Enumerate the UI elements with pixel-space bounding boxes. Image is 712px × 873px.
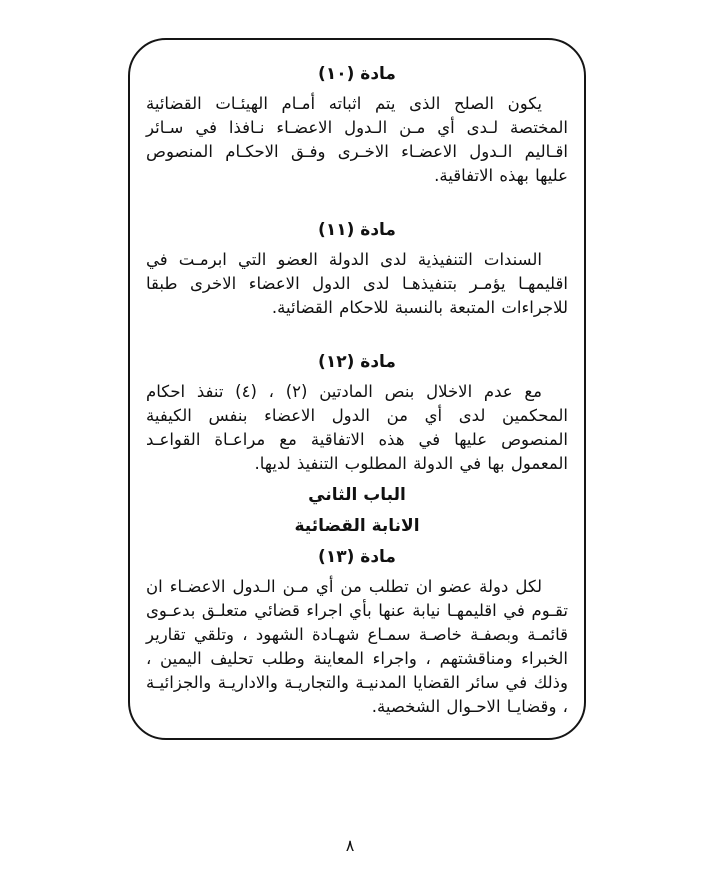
article-13-title: مادة (١٣) — [318, 547, 396, 567]
article-11-body: السندات التنفيذية لدى الدولة العضو التي ابرمـت في اقليمهـا يؤمـر بتنفيذهـا لدى الدول الاعضاء الاخرى طبقا للاجراءات المتبعة بالنسبة للاحكام القضائية. — [146, 250, 568, 317]
article-13-body: لكل دولة عضو ان تطلب من أي مـن الـدول الاعضـاء ان تقـوم في اقليمهـا نيابة عنها بأي اجراء قضائي متعلـق بدعـوى قائمـة وبصفـة خاصـة سمـاع شهـادة الشهود ، وتلقي تقارير الخبراء ومناقشتهم ، واجراء المعاينة وطلب تحليف اليمين ، وذلك في سائر القضايا المدنيـة والتجاريـة والاداريـة والجزائيـة ، وقضايـا الاحـوال الشخصية. — [146, 577, 568, 716]
article-11-title: مادة (١١) — [318, 220, 396, 240]
page-number: ٨ — [345, 836, 355, 855]
article-12-body: مع عدم الاخلال بنص المادتين (٢) ، (٤) تنفذ احكام المحكمين لدى أي من الدول الاعضاء بنفس الكيفية المنصوص عليها في هذه الاتفاقية مع مراعـاة القواعـد المعمول بها في الدولة المطلوب التنفيذ لديها. — [146, 382, 568, 473]
article-10-title: مادة (١٠) — [318, 64, 396, 84]
article-10-body: يكون الصلح الذى يتم اثباته أمـام الهيئـات القضائية المختصة لـدى أي مـن الـدول الاعضـاء نـافذا في سـائر اقـاليم الـدول الاعضـاء الاخـرى وفـق الاحكـام المنصوص عليها بهذه الاتفاقية. — [146, 94, 568, 185]
page-border-frame — [128, 38, 586, 740]
article-12-title: مادة (١٢) — [318, 352, 396, 372]
chapter-2-title: الباب الثاني — [308, 485, 406, 505]
chapter-2-subtitle: الانابة القضائية — [294, 516, 420, 536]
